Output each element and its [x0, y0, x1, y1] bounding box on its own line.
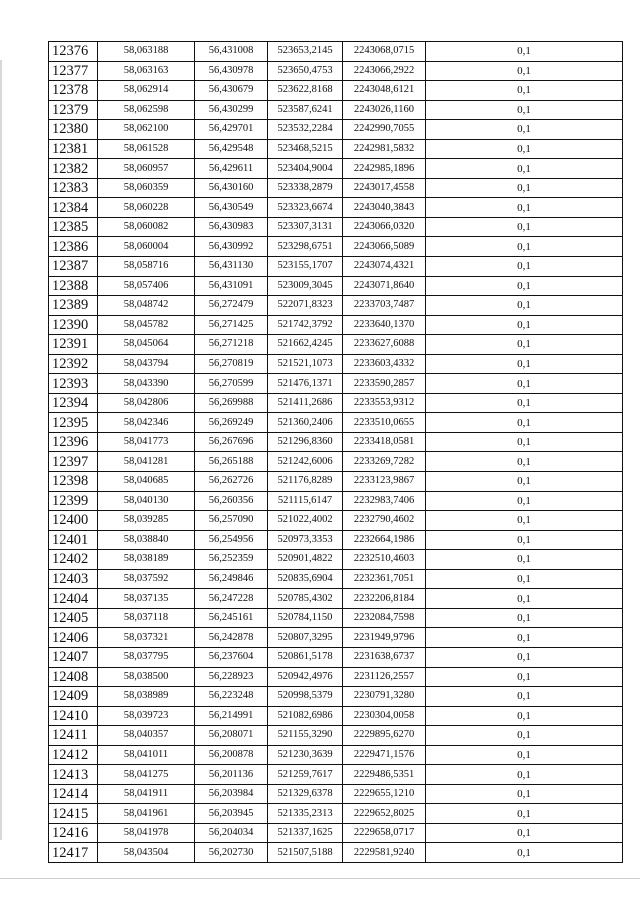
- accuracy-cell: 0,1: [426, 413, 623, 433]
- accuracy-cell: 0,1: [426, 335, 623, 355]
- longitude-cell: 56,430992: [195, 237, 268, 257]
- table-row: [49, 237, 623, 257]
- y-coordinate-cell: 2231126,2557: [343, 667, 426, 687]
- y-coordinate-cell: 2233590,2857: [343, 374, 426, 394]
- accuracy-cell: 0,1: [426, 178, 623, 198]
- latitude-cell: 58,037118: [98, 608, 195, 628]
- accuracy-cell: 0,1: [426, 120, 623, 140]
- point-number-cell: 12412: [49, 745, 98, 765]
- y-coordinate-cell: 2229581,9240: [343, 843, 426, 863]
- longitude-cell: 56,430549: [195, 198, 268, 218]
- y-coordinate-cell: 2243017,4558: [343, 178, 426, 198]
- coordinates-table: [48, 41, 623, 863]
- accuracy-cell: 0,1: [426, 159, 623, 179]
- accuracy-cell: 0,1: [426, 354, 623, 374]
- longitude-cell: 56,431008: [195, 42, 268, 62]
- accuracy-cell: 0,1: [426, 374, 623, 394]
- x-coordinate-cell: 523338,2879: [268, 178, 343, 198]
- latitude-cell: 58,063163: [98, 61, 195, 81]
- y-coordinate-cell: 2232084,7598: [343, 608, 426, 628]
- x-coordinate-cell: 521329,6378: [268, 784, 343, 804]
- table-row: [49, 432, 623, 452]
- latitude-cell: 58,041011: [98, 745, 195, 765]
- longitude-cell: 56,262726: [195, 472, 268, 492]
- latitude-cell: 58,061528: [98, 139, 195, 159]
- table-row: [49, 511, 623, 531]
- point-number-cell: 12407: [49, 647, 98, 667]
- latitude-cell: 58,045064: [98, 335, 195, 355]
- accuracy-cell: 0,1: [426, 823, 623, 843]
- point-number-cell: 12385: [49, 217, 98, 237]
- longitude-cell: 56,249846: [195, 569, 268, 589]
- x-coordinate-cell: 523587,6241: [268, 100, 343, 120]
- longitude-cell: 56,223248: [195, 687, 268, 707]
- x-coordinate-cell: 521335,2313: [268, 804, 343, 824]
- latitude-cell: 58,045782: [98, 315, 195, 335]
- accuracy-cell: 0,1: [426, 139, 623, 159]
- longitude-cell: 56,430679: [195, 81, 268, 101]
- scan-edge-shadow: [0, 60, 2, 840]
- accuracy-cell: 0,1: [426, 237, 623, 257]
- x-coordinate-cell: 521155,3290: [268, 726, 343, 746]
- latitude-cell: 58,038189: [98, 550, 195, 570]
- point-number-cell: 12384: [49, 198, 98, 218]
- y-coordinate-cell: 2243066,2922: [343, 61, 426, 81]
- x-coordinate-cell: 520807,3295: [268, 628, 343, 648]
- point-number-cell: 12382: [49, 159, 98, 179]
- accuracy-cell: 0,1: [426, 432, 623, 452]
- latitude-cell: 58,041978: [98, 823, 195, 843]
- table-row: [49, 784, 623, 804]
- table-row: [49, 608, 623, 628]
- longitude-cell: 56,272479: [195, 296, 268, 316]
- table-row: [49, 296, 623, 316]
- longitude-cell: 56,429548: [195, 139, 268, 159]
- table-row: [49, 687, 623, 707]
- table-row: [49, 257, 623, 277]
- x-coordinate-cell: 523298,6751: [268, 237, 343, 257]
- y-coordinate-cell: 2243068,0715: [343, 42, 426, 62]
- x-coordinate-cell: 521115,6147: [268, 491, 343, 511]
- y-coordinate-cell: 2230304,0058: [343, 706, 426, 726]
- point-number-cell: 12406: [49, 628, 98, 648]
- y-coordinate-cell: 2229652,8025: [343, 804, 426, 824]
- y-coordinate-cell: 2232206,8184: [343, 589, 426, 609]
- table-row: [49, 198, 623, 218]
- latitude-cell: 58,038500: [98, 667, 195, 687]
- x-coordinate-cell: 521242,6006: [268, 452, 343, 472]
- point-number-cell: 12415: [49, 804, 98, 824]
- accuracy-cell: 0,1: [426, 491, 623, 511]
- longitude-cell: 56,271425: [195, 315, 268, 335]
- x-coordinate-cell: 521742,3792: [268, 315, 343, 335]
- x-coordinate-cell: 521521,1073: [268, 354, 343, 374]
- latitude-cell: 58,063188: [98, 42, 195, 62]
- y-coordinate-cell: 2229486,5351: [343, 765, 426, 785]
- accuracy-cell: 0,1: [426, 745, 623, 765]
- accuracy-cell: 0,1: [426, 472, 623, 492]
- x-coordinate-cell: 520861,5178: [268, 647, 343, 667]
- table-row: [49, 139, 623, 159]
- y-coordinate-cell: 2231638,6737: [343, 647, 426, 667]
- table-row: [49, 178, 623, 198]
- x-coordinate-cell: 523653,2145: [268, 42, 343, 62]
- point-number-cell: 12403: [49, 569, 98, 589]
- x-coordinate-cell: 520785,4302: [268, 589, 343, 609]
- latitude-cell: 58,060004: [98, 237, 195, 257]
- accuracy-cell: 0,1: [426, 530, 623, 550]
- table-row: [49, 765, 623, 785]
- y-coordinate-cell: 2243066,0320: [343, 217, 426, 237]
- y-coordinate-cell: 2229895,6270: [343, 726, 426, 746]
- table-row: [49, 276, 623, 296]
- latitude-cell: 58,041773: [98, 432, 195, 452]
- y-coordinate-cell: 2232983,7406: [343, 491, 426, 511]
- point-number-cell: 12393: [49, 374, 98, 394]
- longitude-cell: 56,254956: [195, 530, 268, 550]
- point-number-cell: 12386: [49, 237, 98, 257]
- point-number-cell: 12378: [49, 81, 98, 101]
- point-number-cell: 12416: [49, 823, 98, 843]
- point-number-cell: 12379: [49, 100, 98, 120]
- longitude-cell: 56,430983: [195, 217, 268, 237]
- point-number-cell: 12411: [49, 726, 98, 746]
- accuracy-cell: 0,1: [426, 217, 623, 237]
- point-number-cell: 12389: [49, 296, 98, 316]
- point-number-cell: 12417: [49, 843, 98, 863]
- latitude-cell: 58,037321: [98, 628, 195, 648]
- latitude-cell: 58,042346: [98, 413, 195, 433]
- longitude-cell: 56,430978: [195, 61, 268, 81]
- latitude-cell: 58,039285: [98, 511, 195, 531]
- accuracy-cell: 0,1: [426, 296, 623, 316]
- table-row: [49, 647, 623, 667]
- latitude-cell: 58,041961: [98, 804, 195, 824]
- y-coordinate-cell: 2232664,1986: [343, 530, 426, 550]
- longitude-cell: 56,431091: [195, 276, 268, 296]
- table-row: [49, 843, 623, 863]
- latitude-cell: 58,040685: [98, 472, 195, 492]
- point-number-cell: 12377: [49, 61, 98, 81]
- latitude-cell: 58,040130: [98, 491, 195, 511]
- accuracy-cell: 0,1: [426, 393, 623, 413]
- y-coordinate-cell: 2232361,7051: [343, 569, 426, 589]
- point-number-cell: 12413: [49, 765, 98, 785]
- longitude-cell: 56,265188: [195, 452, 268, 472]
- point-number-cell: 12394: [49, 393, 98, 413]
- point-number-cell: 12376: [49, 42, 98, 62]
- x-coordinate-cell: 521476,1371: [268, 374, 343, 394]
- accuracy-cell: 0,1: [426, 687, 623, 707]
- accuracy-cell: 0,1: [426, 765, 623, 785]
- x-coordinate-cell: 521022,4002: [268, 511, 343, 531]
- latitude-cell: 58,037135: [98, 589, 195, 609]
- longitude-cell: 56,269988: [195, 393, 268, 413]
- latitude-cell: 58,040357: [98, 726, 195, 746]
- longitude-cell: 56,245161: [195, 608, 268, 628]
- x-coordinate-cell: 521230,3639: [268, 745, 343, 765]
- point-number-cell: 12405: [49, 608, 98, 628]
- y-coordinate-cell: 2242985,1896: [343, 159, 426, 179]
- longitude-cell: 56,430160: [195, 178, 268, 198]
- latitude-cell: 58,043390: [98, 374, 195, 394]
- accuracy-cell: 0,1: [426, 550, 623, 570]
- x-coordinate-cell: 523650,4753: [268, 61, 343, 81]
- x-coordinate-cell: 521259,7617: [268, 765, 343, 785]
- y-coordinate-cell: 2242981,5832: [343, 139, 426, 159]
- longitude-cell: 56,228923: [195, 667, 268, 687]
- accuracy-cell: 0,1: [426, 452, 623, 472]
- latitude-cell: 58,042806: [98, 393, 195, 413]
- point-number-cell: 12383: [49, 178, 98, 198]
- longitude-cell: 56,430299: [195, 100, 268, 120]
- latitude-cell: 58,062598: [98, 100, 195, 120]
- latitude-cell: 58,043794: [98, 354, 195, 374]
- longitude-cell: 56,270599: [195, 374, 268, 394]
- point-number-cell: 12390: [49, 315, 98, 335]
- accuracy-cell: 0,1: [426, 511, 623, 531]
- point-number-cell: 12392: [49, 354, 98, 374]
- y-coordinate-cell: 2233603,4332: [343, 354, 426, 374]
- x-coordinate-cell: 523307,3131: [268, 217, 343, 237]
- longitude-cell: 56,208071: [195, 726, 268, 746]
- accuracy-cell: 0,1: [426, 100, 623, 120]
- y-coordinate-cell: 2229658,0717: [343, 823, 426, 843]
- longitude-cell: 56,269249: [195, 413, 268, 433]
- x-coordinate-cell: 521507,5188: [268, 843, 343, 863]
- table-row: [49, 452, 623, 472]
- point-number-cell: 12400: [49, 511, 98, 531]
- table-row: [49, 550, 623, 570]
- latitude-cell: 58,041275: [98, 765, 195, 785]
- point-number-cell: 12409: [49, 687, 98, 707]
- table-row: [49, 393, 623, 413]
- point-number-cell: 12404: [49, 589, 98, 609]
- accuracy-cell: 0,1: [426, 608, 623, 628]
- y-coordinate-cell: 2230791,3280: [343, 687, 426, 707]
- latitude-cell: 58,057406: [98, 276, 195, 296]
- accuracy-cell: 0,1: [426, 843, 623, 863]
- point-number-cell: 12397: [49, 452, 98, 472]
- longitude-cell: 56,257090: [195, 511, 268, 531]
- x-coordinate-cell: 520998,5379: [268, 687, 343, 707]
- latitude-cell: 58,060082: [98, 217, 195, 237]
- latitude-cell: 58,062914: [98, 81, 195, 101]
- x-coordinate-cell: 523468,5215: [268, 139, 343, 159]
- x-coordinate-cell: 521176,8289: [268, 472, 343, 492]
- accuracy-cell: 0,1: [426, 315, 623, 335]
- table-row: [49, 120, 623, 140]
- table-row: [49, 374, 623, 394]
- longitude-cell: 56,271218: [195, 335, 268, 355]
- x-coordinate-cell: 520835,6904: [268, 569, 343, 589]
- x-coordinate-cell: 520784,1150: [268, 608, 343, 628]
- y-coordinate-cell: 2243066,5089: [343, 237, 426, 257]
- accuracy-cell: 0,1: [426, 667, 623, 687]
- longitude-cell: 56,247228: [195, 589, 268, 609]
- longitude-cell: 56,200878: [195, 745, 268, 765]
- table-row: [49, 81, 623, 101]
- latitude-cell: 58,037795: [98, 647, 195, 667]
- page-bottom-line: [0, 878, 640, 879]
- y-coordinate-cell: 2231949,9796: [343, 628, 426, 648]
- latitude-cell: 58,058716: [98, 257, 195, 277]
- x-coordinate-cell: 521337,1625: [268, 823, 343, 843]
- point-number-cell: 12398: [49, 472, 98, 492]
- table-row: [49, 472, 623, 492]
- accuracy-cell: 0,1: [426, 569, 623, 589]
- table-row: [49, 315, 623, 335]
- table-row: [49, 61, 623, 81]
- longitude-cell: 56,260356: [195, 491, 268, 511]
- accuracy-cell: 0,1: [426, 706, 623, 726]
- x-coordinate-cell: 520973,3353: [268, 530, 343, 550]
- point-number-cell: 12395: [49, 413, 98, 433]
- longitude-cell: 56,252359: [195, 550, 268, 570]
- point-number-cell: 12401: [49, 530, 98, 550]
- point-number-cell: 12388: [49, 276, 98, 296]
- y-coordinate-cell: 2233553,9312: [343, 393, 426, 413]
- y-coordinate-cell: 2242990,7055: [343, 120, 426, 140]
- longitude-cell: 56,237604: [195, 647, 268, 667]
- table-row: [49, 530, 623, 550]
- longitude-cell: 56,267696: [195, 432, 268, 452]
- point-number-cell: 12381: [49, 139, 98, 159]
- longitude-cell: 56,242878: [195, 628, 268, 648]
- coordinates-table-body: [49, 42, 623, 863]
- x-coordinate-cell: 523532,2284: [268, 120, 343, 140]
- longitude-cell: 56,204034: [195, 823, 268, 843]
- accuracy-cell: 0,1: [426, 276, 623, 296]
- accuracy-cell: 0,1: [426, 647, 623, 667]
- latitude-cell: 58,060957: [98, 159, 195, 179]
- latitude-cell: 58,048742: [98, 296, 195, 316]
- accuracy-cell: 0,1: [426, 198, 623, 218]
- y-coordinate-cell: 2232790,4602: [343, 511, 426, 531]
- table-row: [49, 823, 623, 843]
- table-row: [49, 100, 623, 120]
- latitude-cell: 58,041911: [98, 784, 195, 804]
- accuracy-cell: 0,1: [426, 42, 623, 62]
- x-coordinate-cell: 521360,2406: [268, 413, 343, 433]
- accuracy-cell: 0,1: [426, 589, 623, 609]
- y-coordinate-cell: 2229471,1576: [343, 745, 426, 765]
- x-coordinate-cell: 523404,9004: [268, 159, 343, 179]
- y-coordinate-cell: 2233627,6088: [343, 335, 426, 355]
- latitude-cell: 58,038840: [98, 530, 195, 550]
- x-coordinate-cell: 523009,3045: [268, 276, 343, 296]
- y-coordinate-cell: 2233510,0655: [343, 413, 426, 433]
- table-row: [49, 42, 623, 62]
- point-number-cell: 12408: [49, 667, 98, 687]
- table-row: [49, 335, 623, 355]
- longitude-cell: 56,429701: [195, 120, 268, 140]
- point-number-cell: 12399: [49, 491, 98, 511]
- latitude-cell: 58,041281: [98, 452, 195, 472]
- table-row: [49, 354, 623, 374]
- y-coordinate-cell: 2229655,1210: [343, 784, 426, 804]
- table-row: [49, 667, 623, 687]
- accuracy-cell: 0,1: [426, 628, 623, 648]
- point-number-cell: 12380: [49, 120, 98, 140]
- longitude-cell: 56,203945: [195, 804, 268, 824]
- y-coordinate-cell: 2233640,1370: [343, 315, 426, 335]
- y-coordinate-cell: 2233123,9867: [343, 472, 426, 492]
- longitude-cell: 56,202730: [195, 843, 268, 863]
- y-coordinate-cell: 2243040,3843: [343, 198, 426, 218]
- accuracy-cell: 0,1: [426, 61, 623, 81]
- x-coordinate-cell: 521082,6986: [268, 706, 343, 726]
- x-coordinate-cell: 523155,1707: [268, 257, 343, 277]
- point-number-cell: 12391: [49, 335, 98, 355]
- latitude-cell: 58,038989: [98, 687, 195, 707]
- longitude-cell: 56,214991: [195, 706, 268, 726]
- longitude-cell: 56,201136: [195, 765, 268, 785]
- latitude-cell: 58,060359: [98, 178, 195, 198]
- x-coordinate-cell: 521296,8360: [268, 432, 343, 452]
- point-number-cell: 12396: [49, 432, 98, 452]
- x-coordinate-cell: 523323,6674: [268, 198, 343, 218]
- latitude-cell: 58,037592: [98, 569, 195, 589]
- y-coordinate-cell: 2243074,4321: [343, 257, 426, 277]
- x-coordinate-cell: 520901,4822: [268, 550, 343, 570]
- y-coordinate-cell: 2233269,7282: [343, 452, 426, 472]
- longitude-cell: 56,270819: [195, 354, 268, 374]
- table-row: [49, 589, 623, 609]
- table-row: [49, 804, 623, 824]
- point-number-cell: 12387: [49, 257, 98, 277]
- y-coordinate-cell: 2243048,6121: [343, 81, 426, 101]
- table-row: [49, 413, 623, 433]
- table-row: [49, 745, 623, 765]
- accuracy-cell: 0,1: [426, 81, 623, 101]
- longitude-cell: 56,429611: [195, 159, 268, 179]
- table-row: [49, 217, 623, 237]
- x-coordinate-cell: 521662,4245: [268, 335, 343, 355]
- latitude-cell: 58,043504: [98, 843, 195, 863]
- accuracy-cell: 0,1: [426, 726, 623, 746]
- latitude-cell: 58,039723: [98, 706, 195, 726]
- x-coordinate-cell: 521411,2686: [268, 393, 343, 413]
- table-row: [49, 569, 623, 589]
- y-coordinate-cell: 2233418,0581: [343, 432, 426, 452]
- longitude-cell: 56,203984: [195, 784, 268, 804]
- y-coordinate-cell: 2232510,4603: [343, 550, 426, 570]
- table-row: [49, 159, 623, 179]
- x-coordinate-cell: 522071,8323: [268, 296, 343, 316]
- y-coordinate-cell: 2243026,1160: [343, 100, 426, 120]
- longitude-cell: 56,431130: [195, 257, 268, 277]
- accuracy-cell: 0,1: [426, 804, 623, 824]
- accuracy-cell: 0,1: [426, 257, 623, 277]
- point-number-cell: 12414: [49, 784, 98, 804]
- table-row: [49, 491, 623, 511]
- point-number-cell: 12410: [49, 706, 98, 726]
- y-coordinate-cell: 2233703,7487: [343, 296, 426, 316]
- x-coordinate-cell: 520942,4976: [268, 667, 343, 687]
- y-coordinate-cell: 2243071,8640: [343, 276, 426, 296]
- table-row: [49, 726, 623, 746]
- point-number-cell: 12402: [49, 550, 98, 570]
- latitude-cell: 58,060228: [98, 198, 195, 218]
- latitude-cell: 58,062100: [98, 120, 195, 140]
- x-coordinate-cell: 523622,8168: [268, 81, 343, 101]
- table-row: [49, 628, 623, 648]
- table-row: [49, 706, 623, 726]
- accuracy-cell: 0,1: [426, 784, 623, 804]
